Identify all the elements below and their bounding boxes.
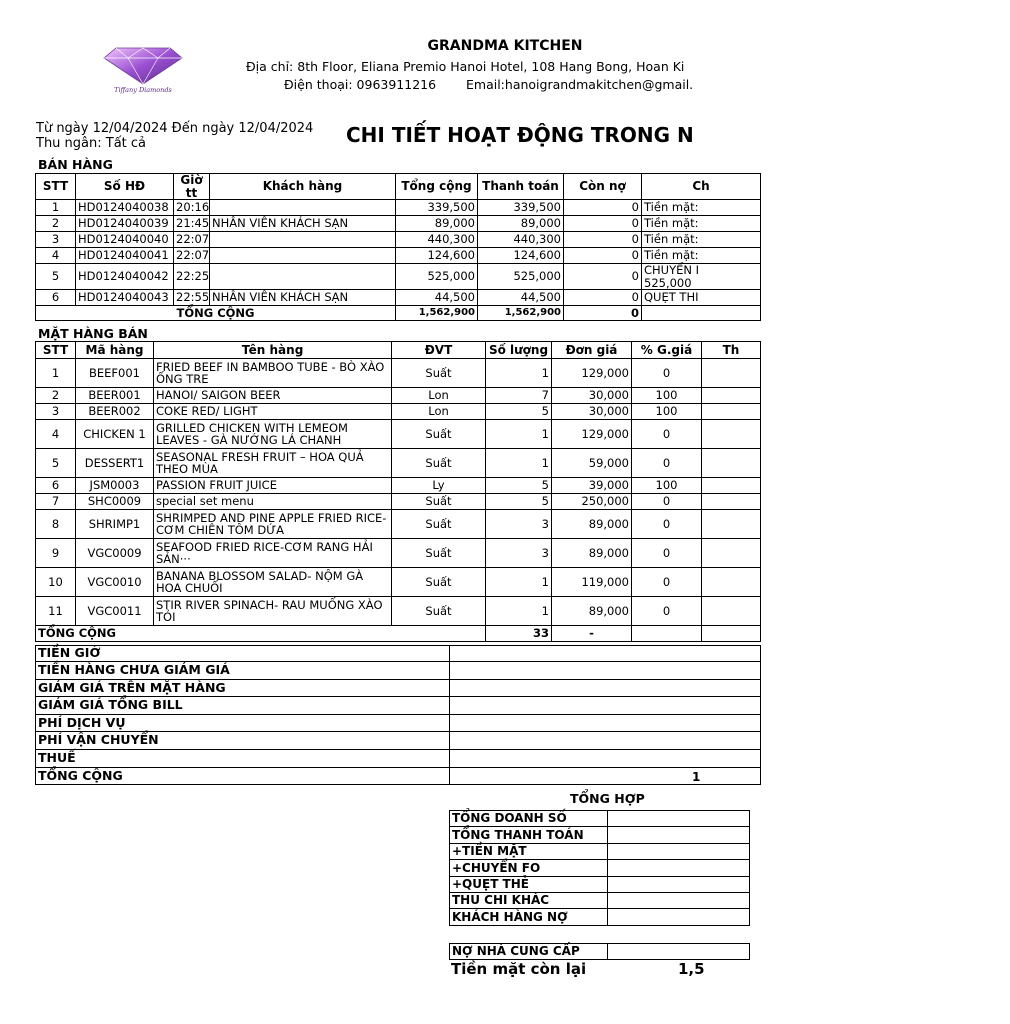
summary-value xyxy=(450,714,761,732)
items-cell: VGC0009 xyxy=(76,539,154,568)
summary-label: PHÍ VẬN CHUYỂN xyxy=(36,732,450,750)
sales-cell: 0 xyxy=(564,216,642,232)
summary-value xyxy=(450,732,761,750)
items-cell: CHICKEN 1 xyxy=(76,420,154,449)
items-cell-total xyxy=(702,449,761,478)
items-cell: 0 xyxy=(632,420,702,449)
items-cell: JSM0003 xyxy=(76,478,154,494)
items-row xyxy=(36,359,761,388)
supplier-debt-table xyxy=(449,943,750,960)
items-table xyxy=(35,341,761,642)
overview-row xyxy=(450,860,750,876)
sales-cell xyxy=(210,264,396,290)
items-cell: SEAFOOD FRIED RICE-CƠM RANG HẢI SẢN··· xyxy=(154,539,392,568)
summary-value xyxy=(450,662,761,680)
items-cell: 0 xyxy=(632,359,702,388)
overview-value xyxy=(608,860,750,876)
items-cell: 119,000 xyxy=(552,568,632,597)
items-total-amount xyxy=(702,626,761,642)
items-cell: 89,000 xyxy=(552,597,632,626)
overview-row xyxy=(450,876,750,892)
items-cell-total xyxy=(702,420,761,449)
overview-label: +TIỀN MẶT xyxy=(450,843,608,859)
items-cell: 0 xyxy=(632,568,702,597)
shop-email: Email:hanoigrandmakitchen@gmail. xyxy=(466,77,694,92)
items-header-cell: ĐVT xyxy=(392,342,486,359)
items-cell: 1 xyxy=(36,359,76,388)
sales-total-debt: 0 xyxy=(564,306,642,321)
items-cell: SHRIMP1 xyxy=(76,510,154,539)
items-row xyxy=(36,420,761,449)
sales-cell: CHUYỂN I 525,000 xyxy=(642,264,761,290)
items-cell: Ly xyxy=(392,478,486,494)
sales-cell: 339,500 xyxy=(478,200,564,216)
items-cell-total xyxy=(702,494,761,510)
items-cell: 30,000 xyxy=(552,404,632,420)
items-cell-total xyxy=(702,404,761,420)
overview-table xyxy=(449,810,750,926)
items-cell: VGC0011 xyxy=(76,597,154,626)
items-header-cell: Số lượng xyxy=(486,342,552,359)
sales-cell: 20:16 xyxy=(174,200,210,216)
items-header-cell: Mã hàng xyxy=(76,342,154,359)
items-row xyxy=(36,388,761,404)
sales-row xyxy=(36,264,761,290)
summary-row xyxy=(36,697,761,715)
overview-value xyxy=(608,827,750,843)
items-cell: SEASONAL FRESH FRUIT – HOA QUẢ THEO MÙA xyxy=(154,449,392,478)
items-row xyxy=(36,568,761,597)
sales-cell: Tiền mặt: xyxy=(642,216,761,232)
sales-cell: HD0124040043 xyxy=(76,290,174,306)
sales-cell: 5 xyxy=(36,264,76,290)
items-total-row xyxy=(36,626,761,642)
cash-left-value: 1,5 xyxy=(678,960,705,978)
items-cell: 129,000 xyxy=(552,359,632,388)
sales-cell: 124,600 xyxy=(478,248,564,264)
items-cell: 100 xyxy=(632,388,702,404)
items-cell: 89,000 xyxy=(552,539,632,568)
items-row xyxy=(36,539,761,568)
sales-cell: 22:07 xyxy=(174,232,210,248)
sales-cell: Tiền mặt: xyxy=(642,200,761,216)
supplier-debt-label: NỢ NHÀ CUNG CẤP xyxy=(450,944,608,960)
sales-cell: 0 xyxy=(564,290,642,306)
sales-cell: 89,000 xyxy=(478,216,564,232)
items-total-qty: 33 xyxy=(486,626,552,642)
items-cell: BEEF001 xyxy=(76,359,154,388)
items-header-row xyxy=(36,342,761,359)
summary-row xyxy=(36,749,761,767)
items-cell: Lon xyxy=(392,404,486,420)
sales-cell: 44,500 xyxy=(396,290,478,306)
items-cell: VGC0010 xyxy=(76,568,154,597)
sales-cell: 22:07 xyxy=(174,248,210,264)
items-cell: Suất xyxy=(392,359,486,388)
sales-total-row xyxy=(36,306,761,321)
items-cell: 5 xyxy=(486,404,552,420)
items-cell: 1 xyxy=(486,420,552,449)
items-cell: COKE RED/ LIGHT xyxy=(154,404,392,420)
items-cell: 250,000 xyxy=(552,494,632,510)
summary-row xyxy=(36,732,761,750)
cash-left-label: Tiền mặt còn lại xyxy=(451,960,587,978)
sales-cell: 21:45 xyxy=(174,216,210,232)
sales-cell: 0 xyxy=(564,232,642,248)
overview-value xyxy=(608,843,750,859)
summary-label: PHÍ DỊCH VỤ xyxy=(36,714,450,732)
items-cell: 10 xyxy=(36,568,76,597)
overview-label: +QUẸT THẺ xyxy=(450,876,608,892)
items-cell: 39,000 xyxy=(552,478,632,494)
items-cell: special set menu xyxy=(154,494,392,510)
sales-row xyxy=(36,216,761,232)
items-cell: 5 xyxy=(486,494,552,510)
sales-cell: 0 xyxy=(564,264,642,290)
items-cell-total xyxy=(702,388,761,404)
items-cell: 59,000 xyxy=(552,449,632,478)
items-cell: BANANA BLOSSOM SALAD- NỘM GÀ HOA CHUỐI xyxy=(154,568,392,597)
items-cell-total xyxy=(702,568,761,597)
sales-header-cell: Số HĐ xyxy=(76,174,174,200)
items-cell: 3 xyxy=(486,510,552,539)
sales-header-cell: Khách hàng xyxy=(210,174,396,200)
sales-cell: 440,300 xyxy=(396,232,478,248)
summary-label: THUẾ xyxy=(36,749,450,767)
summary-value xyxy=(450,749,761,767)
sales-cell xyxy=(210,248,396,264)
summary-row xyxy=(36,767,761,785)
sales-cell: HD0124040040 xyxy=(76,232,174,248)
items-cell: 5 xyxy=(36,449,76,478)
sales-cell: 22:25 xyxy=(174,264,210,290)
items-cell: 1 xyxy=(486,568,552,597)
sales-cell xyxy=(210,232,396,248)
items-cell-total xyxy=(702,597,761,626)
summary-label: GIẢM GIÁ TRÊN MẶT HÀNG xyxy=(36,679,450,697)
items-cell: 0 xyxy=(632,597,702,626)
sales-table xyxy=(35,173,761,321)
overview-value xyxy=(608,876,750,892)
items-cell: Suất xyxy=(392,420,486,449)
items-row xyxy=(36,449,761,478)
sales-cell: 22:55 xyxy=(174,290,210,306)
sales-row xyxy=(36,290,761,306)
shop-phone: Điện thoại: 0963911216 xyxy=(284,77,437,92)
items-cell: 3 xyxy=(36,404,76,420)
items-row xyxy=(36,404,761,420)
summary-label: TỔNG CỘNG xyxy=(36,767,450,785)
items-cell: 0 xyxy=(632,449,702,478)
sales-cell: HD0124040041 xyxy=(76,248,174,264)
items-header-cell: Th xyxy=(702,342,761,359)
items-header-cell: % G.giá xyxy=(632,342,702,359)
items-cell: Suất xyxy=(392,539,486,568)
sales-header-cell: Thanh toán xyxy=(478,174,564,200)
items-cell: 1 xyxy=(486,597,552,626)
sales-cell: 2 xyxy=(36,216,76,232)
report-cashier: Thu ngân: Tất cả xyxy=(36,136,147,151)
overview-label: THU CHI KHÁC xyxy=(450,892,608,908)
sales-header-cell: Giờ tt xyxy=(174,174,210,200)
sales-total-amount: 1,562,900 xyxy=(396,306,478,321)
items-cell: PASSION FRUIT JUICE xyxy=(154,478,392,494)
sales-header-cell: Còn nợ xyxy=(564,174,642,200)
overview-row xyxy=(450,827,750,843)
sales-total-label: TỔNG CỘNG xyxy=(36,306,396,321)
items-total-discount xyxy=(632,626,702,642)
items-cell: STIR RIVER SPINACH- RAU MUỐNG XÀO TỎI xyxy=(154,597,392,626)
items-cell: 6 xyxy=(36,478,76,494)
summary-value xyxy=(450,646,761,662)
overview-row xyxy=(450,909,750,925)
items-row xyxy=(36,478,761,494)
sales-cell: 339,500 xyxy=(396,200,478,216)
items-cell: BEER002 xyxy=(76,404,154,420)
items-cell: 4 xyxy=(36,420,76,449)
overview-title: TỔNG HỢP xyxy=(570,791,645,806)
items-cell-total xyxy=(702,539,761,568)
sales-cell: 124,600 xyxy=(396,248,478,264)
items-total-label: TỔNG CỘNG xyxy=(36,626,486,642)
sales-total-method xyxy=(642,306,761,321)
shop-name: GRANDMA KITCHEN xyxy=(427,38,583,54)
sales-cell: 44,500 xyxy=(478,290,564,306)
items-cell: SHC0009 xyxy=(76,494,154,510)
summary-table xyxy=(35,645,761,785)
items-cell: 1 xyxy=(486,359,552,388)
items-cell: Suất xyxy=(392,449,486,478)
sales-cell: 89,000 xyxy=(396,216,478,232)
sales-cell: 525,000 xyxy=(478,264,564,290)
overview-value xyxy=(608,811,750,827)
logo-text: Tiffany Diamonds xyxy=(114,86,172,94)
summary-label: TIỀN HÀNG CHƯA GIẢM GIÁ xyxy=(36,662,450,680)
items-row xyxy=(36,510,761,539)
items-cell-total xyxy=(702,359,761,388)
items-cell: 7 xyxy=(486,388,552,404)
items-cell: DESSERT1 xyxy=(76,449,154,478)
sales-cell: 4 xyxy=(36,248,76,264)
supplier-debt-value xyxy=(608,944,750,960)
overview-row xyxy=(450,843,750,859)
summary-value xyxy=(450,697,761,715)
items-cell: 100 xyxy=(632,478,702,494)
report-title: CHI TIẾT HOẠT ĐỘNG TRONG N xyxy=(346,123,694,147)
summary-row xyxy=(36,646,761,662)
summary-row xyxy=(36,714,761,732)
summary-label: GIẢM GIÁ TỔNG BILL xyxy=(36,697,450,715)
overview-label: TỔNG THANH TOÁN xyxy=(450,827,608,843)
items-cell: 0 xyxy=(632,494,702,510)
items-cell: HANOI/ SAIGON BEER xyxy=(154,388,392,404)
summary-value xyxy=(450,767,761,785)
sales-cell: HD0124040042 xyxy=(76,264,174,290)
sales-header-cell: STT xyxy=(36,174,76,200)
sales-cell: 0 xyxy=(564,200,642,216)
sales-section-title: BÁN HÀNG xyxy=(38,157,113,172)
items-header-cell: Tên hàng xyxy=(154,342,392,359)
sales-cell: 6 xyxy=(36,290,76,306)
items-cell: 3 xyxy=(486,539,552,568)
items-header-cell: STT xyxy=(36,342,76,359)
overview-row xyxy=(450,811,750,827)
overview-label: TỔNG DOANH SỐ xyxy=(450,811,608,827)
items-cell: 0 xyxy=(632,539,702,568)
sales-cell: 1 xyxy=(36,200,76,216)
items-cell: 8 xyxy=(36,510,76,539)
sales-cell: Tiền mặt: xyxy=(642,232,761,248)
sales-row xyxy=(36,200,761,216)
sales-cell: 3 xyxy=(36,232,76,248)
items-cell: GRILLED CHICKEN WITH LEMEOM LEAVES - GÀ NƯỚNG LÁ CHANH xyxy=(154,420,392,449)
report-period: Từ ngày 12/04/2024 Đến ngày 12/04/2024 xyxy=(36,121,314,136)
items-cell: 5 xyxy=(486,478,552,494)
items-cell: Suất xyxy=(392,597,486,626)
items-row xyxy=(36,597,761,626)
sales-cell: 440,300 xyxy=(478,232,564,248)
items-total-price: - xyxy=(552,626,632,642)
sales-row xyxy=(36,232,761,248)
items-cell: 129,000 xyxy=(552,420,632,449)
overview-row xyxy=(450,892,750,908)
summary-value xyxy=(450,679,761,697)
items-section-title: MẶT HÀNG BÁN xyxy=(38,326,148,341)
summary-total-value: 1 xyxy=(692,770,701,784)
sales-header-cell: Ch xyxy=(642,174,761,200)
overview-value xyxy=(608,892,750,908)
items-cell: Suất xyxy=(392,510,486,539)
summary-label: TIỀN GIỜ xyxy=(36,646,450,662)
items-cell: FRIED BEEF IN BAMBOO TUBE - BÒ XÀO ỐNG TRE xyxy=(154,359,392,388)
summary-row xyxy=(36,662,761,680)
sales-header-cell: Tổng cộng xyxy=(396,174,478,200)
sales-total-paid: 1,562,900 xyxy=(478,306,564,321)
sales-header-row xyxy=(36,174,761,200)
items-cell: 7 xyxy=(36,494,76,510)
items-cell: 2 xyxy=(36,388,76,404)
sales-cell: 525,000 xyxy=(396,264,478,290)
items-cell: 30,000 xyxy=(552,388,632,404)
overview-label: KHÁCH HÀNG NỢ xyxy=(450,909,608,925)
items-cell: Lon xyxy=(392,388,486,404)
items-cell: 11 xyxy=(36,597,76,626)
sales-cell xyxy=(210,200,396,216)
items-row xyxy=(36,494,761,510)
sales-row xyxy=(36,248,761,264)
items-cell: 9 xyxy=(36,539,76,568)
items-cell: BEER001 xyxy=(76,388,154,404)
overview-label: +CHUYỂN FO xyxy=(450,860,608,876)
summary-row xyxy=(36,679,761,697)
sales-cell: HD0124040038 xyxy=(76,200,174,216)
items-cell: 100 xyxy=(632,404,702,420)
items-cell: 1 xyxy=(486,449,552,478)
items-cell: Suất xyxy=(392,494,486,510)
shop-address: Địa chỉ: 8th Floor, Eliana Premio Hanoi Hotel, 108 Hang Bong, Hoan Ki xyxy=(246,59,685,74)
items-cell: Suất xyxy=(392,568,486,597)
items-header-cell: Đơn giá xyxy=(552,342,632,359)
items-cell: 0 xyxy=(632,510,702,539)
sales-cell: NHÂN VIÊN KHÁCH SẠN xyxy=(210,216,396,232)
sales-cell: Tiền mặt: xyxy=(642,248,761,264)
sales-cell: HD0124040039 xyxy=(76,216,174,232)
items-cell: SHRIMPED AND PINE APPLE FRIED RICE-CƠM CHIÊN TÔM DỨA xyxy=(154,510,392,539)
overview-value xyxy=(608,909,750,925)
sales-cell: QUẸT THI xyxy=(642,290,761,306)
sales-cell: 0 xyxy=(564,248,642,264)
items-cell-total xyxy=(702,478,761,494)
items-cell-total xyxy=(702,510,761,539)
items-cell: 89,000 xyxy=(552,510,632,539)
sales-cell: NHÂN VIÊN KHÁCH SẠN xyxy=(210,290,396,306)
